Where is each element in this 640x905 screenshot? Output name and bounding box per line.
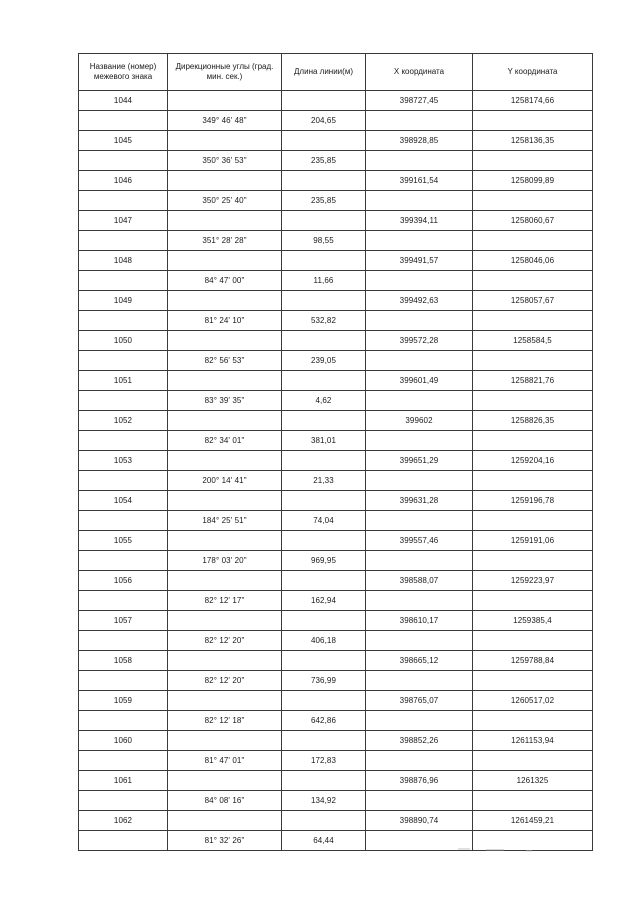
cell-marker-name <box>79 511 168 531</box>
table-row <box>79 111 593 131</box>
cell-bearing: 82° 12' 20" <box>168 671 282 691</box>
table-row <box>79 631 593 651</box>
cell-x-coordinate <box>366 231 473 251</box>
cell-bearing <box>168 531 282 551</box>
cell-bearing <box>168 91 282 111</box>
table-row <box>79 171 593 191</box>
table-row <box>79 711 593 731</box>
cell-line-length <box>282 411 366 431</box>
cell-x-coordinate <box>366 511 473 531</box>
cell-bearing: 184° 25' 51" <box>168 511 282 531</box>
cell-marker-name: 1054 <box>79 491 168 511</box>
cell-x-coordinate <box>366 271 473 291</box>
cell-x-coordinate <box>366 191 473 211</box>
table-row <box>79 471 593 491</box>
cell-line-length <box>282 451 366 471</box>
cell-bearing: 349° 46' 48" <box>168 111 282 131</box>
cell-bearing <box>168 571 282 591</box>
cell-y-coordinate <box>473 311 593 331</box>
cell-y-coordinate: 1258821,76 <box>473 371 593 391</box>
cell-marker-name <box>79 791 168 811</box>
cell-marker-name <box>79 111 168 131</box>
cell-line-length: 239,05 <box>282 351 366 371</box>
cell-marker-name: 1061 <box>79 771 168 791</box>
cell-marker-name <box>79 231 168 251</box>
cell-y-coordinate: 1259196,78 <box>473 491 593 511</box>
cell-bearing <box>168 131 282 151</box>
table-row <box>79 451 593 471</box>
cell-x-coordinate: 399602 <box>366 411 473 431</box>
cell-line-length <box>282 571 366 591</box>
cell-bearing: 81° 24' 10" <box>168 311 282 331</box>
cell-x-coordinate: 399572,28 <box>366 331 473 351</box>
cell-marker-name: 1056 <box>79 571 168 591</box>
table-row <box>79 431 593 451</box>
cell-y-coordinate <box>473 791 593 811</box>
cell-line-length <box>282 291 366 311</box>
cell-x-coordinate: 399491,57 <box>366 251 473 271</box>
table-row <box>79 491 593 511</box>
cell-line-length: 4,62 <box>282 391 366 411</box>
cell-line-length: 21,33 <box>282 471 366 491</box>
cell-line-length <box>282 251 366 271</box>
cell-marker-name: 1045 <box>79 131 168 151</box>
cell-marker-name <box>79 751 168 771</box>
cell-y-coordinate <box>473 351 593 371</box>
table-row <box>79 291 593 311</box>
cell-x-coordinate: 399394,11 <box>366 211 473 231</box>
cell-y-coordinate: 1258060,67 <box>473 211 593 231</box>
cell-marker-name <box>79 351 168 371</box>
table-row <box>79 511 593 531</box>
table-row <box>79 151 593 171</box>
cell-bearing <box>168 211 282 231</box>
cell-x-coordinate <box>366 311 473 331</box>
cell-bearing <box>168 171 282 191</box>
cell-y-coordinate: 1259191,06 <box>473 531 593 551</box>
cell-marker-name: 1062 <box>79 811 168 831</box>
table-row <box>79 271 593 291</box>
cell-marker-name <box>79 151 168 171</box>
cell-bearing <box>168 651 282 671</box>
cell-marker-name <box>79 271 168 291</box>
cell-bearing: 350° 25' 40" <box>168 191 282 211</box>
cell-line-length <box>282 211 366 231</box>
cell-y-coordinate: 1260517,02 <box>473 691 593 711</box>
cell-marker-name <box>79 711 168 731</box>
cell-bearing <box>168 731 282 751</box>
cell-bearing: 82° 34' 01" <box>168 431 282 451</box>
cell-y-coordinate <box>473 231 593 251</box>
table-row <box>79 591 593 611</box>
cell-bearing: 82° 12' 18" <box>168 711 282 731</box>
cell-marker-name: 1053 <box>79 451 168 471</box>
cell-bearing <box>168 491 282 511</box>
cell-x-coordinate <box>366 631 473 651</box>
cell-x-coordinate: 399651,29 <box>366 451 473 471</box>
cell-marker-name: 1044 <box>79 91 168 111</box>
cell-bearing <box>168 411 282 431</box>
table-row <box>79 751 593 771</box>
header-y-coordinate: Y координата <box>473 54 593 91</box>
table-row <box>79 371 593 391</box>
cell-line-length: 381,01 <box>282 431 366 451</box>
cell-marker-name <box>79 311 168 331</box>
cell-x-coordinate: 398852,26 <box>366 731 473 751</box>
coordinates-sheet <box>78 53 592 851</box>
cell-line-length <box>282 691 366 711</box>
cell-y-coordinate: 1258057,67 <box>473 291 593 311</box>
boundary-coordinates-table <box>78 53 593 851</box>
cell-x-coordinate: 398727,45 <box>366 91 473 111</box>
table-row <box>79 731 593 751</box>
cell-line-length: 98,55 <box>282 231 366 251</box>
cell-bearing: 82° 12' 20" <box>168 631 282 651</box>
table-body <box>79 91 593 851</box>
cell-x-coordinate <box>366 351 473 371</box>
cell-marker-name: 1050 <box>79 331 168 351</box>
cell-marker-name: 1052 <box>79 411 168 431</box>
cell-bearing <box>168 691 282 711</box>
table-row <box>79 231 593 251</box>
table-row <box>79 811 593 831</box>
cell-y-coordinate: 1259788,84 <box>473 651 593 671</box>
cell-x-coordinate <box>366 711 473 731</box>
cell-x-coordinate: 398765,07 <box>366 691 473 711</box>
cell-y-coordinate: 1258826,35 <box>473 411 593 431</box>
cell-y-coordinate: 1258099,89 <box>473 171 593 191</box>
cell-x-coordinate: 398876,96 <box>366 771 473 791</box>
cell-marker-name: 1060 <box>79 731 168 751</box>
cell-x-coordinate <box>366 751 473 771</box>
header-row <box>79 54 593 91</box>
cell-bearing <box>168 291 282 311</box>
table-row <box>79 391 593 411</box>
cell-line-length <box>282 371 366 391</box>
table-row <box>79 91 593 111</box>
cell-x-coordinate <box>366 551 473 571</box>
cell-x-coordinate: 398588,07 <box>366 571 473 591</box>
cell-y-coordinate <box>473 191 593 211</box>
cell-y-coordinate: 1258136,35 <box>473 131 593 151</box>
cell-y-coordinate: 1259223,97 <box>473 571 593 591</box>
table-row <box>79 571 593 591</box>
table-row <box>79 351 593 371</box>
cell-y-coordinate <box>473 391 593 411</box>
cell-line-length <box>282 91 366 111</box>
cell-bearing: 81° 32' 26" <box>168 831 282 851</box>
cell-x-coordinate <box>366 791 473 811</box>
cell-x-coordinate <box>366 391 473 411</box>
cell-line-length <box>282 171 366 191</box>
cell-y-coordinate: 1259385,4 <box>473 611 593 631</box>
cell-line-length <box>282 651 366 671</box>
cell-bearing: 82° 12' 17" <box>168 591 282 611</box>
cell-x-coordinate: 399492,63 <box>366 291 473 311</box>
table-row <box>79 771 593 791</box>
cell-y-coordinate <box>473 711 593 731</box>
table-row <box>79 131 593 151</box>
cell-line-length: 969,95 <box>282 551 366 571</box>
cell-y-coordinate <box>473 471 593 491</box>
cell-bearing: 83° 39' 35" <box>168 391 282 411</box>
cell-bearing <box>168 611 282 631</box>
cell-y-coordinate <box>473 551 593 571</box>
cell-y-coordinate: 1259204,16 <box>473 451 593 471</box>
cell-x-coordinate: 399601,49 <box>366 371 473 391</box>
cell-y-coordinate: 1261459,21 <box>473 811 593 831</box>
cell-marker-name: 1055 <box>79 531 168 551</box>
cell-x-coordinate <box>366 431 473 451</box>
cell-y-coordinate <box>473 271 593 291</box>
cell-bearing: 351° 28' 28" <box>168 231 282 251</box>
header-x-coordinate: X координата <box>366 54 473 91</box>
table-row <box>79 611 593 631</box>
cell-line-length: 134,92 <box>282 791 366 811</box>
cell-line-length <box>282 771 366 791</box>
cell-x-coordinate <box>366 471 473 491</box>
cell-x-coordinate: 399161,54 <box>366 171 473 191</box>
cell-x-coordinate <box>366 151 473 171</box>
cell-line-length: 172,83 <box>282 751 366 771</box>
cell-y-coordinate <box>473 511 593 531</box>
cell-x-coordinate: 399557,46 <box>366 531 473 551</box>
cell-y-coordinate: 1258584,5 <box>473 331 593 351</box>
scan-marks <box>456 846 546 854</box>
cell-bearing: 178° 03' 20" <box>168 551 282 571</box>
cell-line-length: 736,99 <box>282 671 366 691</box>
table-row <box>79 531 593 551</box>
cell-marker-name <box>79 191 168 211</box>
cell-y-coordinate <box>473 111 593 131</box>
cell-line-length <box>282 531 366 551</box>
table-row <box>79 691 593 711</box>
table-row <box>79 251 593 271</box>
cell-marker-name <box>79 631 168 651</box>
cell-marker-name: 1046 <box>79 171 168 191</box>
cell-line-length: 235,85 <box>282 191 366 211</box>
cell-marker-name <box>79 391 168 411</box>
cell-bearing: 84° 08' 16" <box>168 791 282 811</box>
cell-line-length: 162,94 <box>282 591 366 611</box>
cell-line-length <box>282 731 366 751</box>
cell-marker-name <box>79 551 168 571</box>
table-header <box>79 54 593 91</box>
cell-y-coordinate <box>473 751 593 771</box>
cell-marker-name <box>79 471 168 491</box>
table-row <box>79 551 593 571</box>
cell-y-coordinate: 1261153,94 <box>473 731 593 751</box>
table-row <box>79 791 593 811</box>
cell-x-coordinate: 398928,85 <box>366 131 473 151</box>
cell-bearing: 200° 14' 41" <box>168 471 282 491</box>
table-row <box>79 411 593 431</box>
cell-line-length: 532,82 <box>282 311 366 331</box>
cell-x-coordinate <box>366 671 473 691</box>
cell-bearing: 84° 47' 00" <box>168 271 282 291</box>
cell-x-coordinate: 398610,17 <box>366 611 473 631</box>
cell-line-length <box>282 811 366 831</box>
cell-line-length: 642,86 <box>282 711 366 731</box>
cell-bearing <box>168 331 282 351</box>
table-row <box>79 311 593 331</box>
cell-y-coordinate <box>473 151 593 171</box>
cell-y-coordinate: 1258174,66 <box>473 91 593 111</box>
cell-line-length <box>282 491 366 511</box>
cell-line-length: 11,66 <box>282 271 366 291</box>
cell-bearing: 82° 56' 53" <box>168 351 282 371</box>
table-row <box>79 331 593 351</box>
cell-line-length: 235,85 <box>282 151 366 171</box>
cell-line-length: 406,18 <box>282 631 366 651</box>
header-line-length: Длина линии(м) <box>282 54 366 91</box>
cell-marker-name: 1058 <box>79 651 168 671</box>
cell-y-coordinate: 1258046,06 <box>473 251 593 271</box>
cell-marker-name: 1047 <box>79 211 168 231</box>
cell-bearing <box>168 811 282 831</box>
cell-x-coordinate: 399631,28 <box>366 491 473 511</box>
cell-bearing <box>168 451 282 471</box>
cell-y-coordinate: 1261325 <box>473 771 593 791</box>
cell-marker-name: 1057 <box>79 611 168 631</box>
cell-x-coordinate: 398890,74 <box>366 811 473 831</box>
cell-bearing: 81° 47' 01" <box>168 751 282 771</box>
cell-x-coordinate: 398665,12 <box>366 651 473 671</box>
cell-marker-name <box>79 671 168 691</box>
cell-line-length <box>282 611 366 631</box>
cell-marker-name: 1049 <box>79 291 168 311</box>
cell-bearing <box>168 251 282 271</box>
table-row <box>79 211 593 231</box>
cell-x-coordinate <box>366 591 473 611</box>
cell-marker-name <box>79 831 168 851</box>
cell-marker-name: 1059 <box>79 691 168 711</box>
cell-y-coordinate <box>473 671 593 691</box>
cell-line-length: 74,04 <box>282 511 366 531</box>
cell-marker-name <box>79 591 168 611</box>
cell-marker-name: 1048 <box>79 251 168 271</box>
cell-x-coordinate <box>366 111 473 131</box>
table-row <box>79 191 593 211</box>
cell-y-coordinate <box>473 631 593 651</box>
cell-bearing <box>168 371 282 391</box>
cell-line-length <box>282 331 366 351</box>
cell-line-length: 204,65 <box>282 111 366 131</box>
cell-bearing <box>168 771 282 791</box>
table-row <box>79 671 593 691</box>
cell-marker-name <box>79 431 168 451</box>
cell-marker-name: 1051 <box>79 371 168 391</box>
cell-line-length <box>282 131 366 151</box>
cell-bearing: 350° 36' 53" <box>168 151 282 171</box>
table-row <box>79 651 593 671</box>
header-bearing: Дирекционные углы (град. мин. сек.) <box>168 54 282 91</box>
cell-line-length: 64,44 <box>282 831 366 851</box>
cell-y-coordinate <box>473 591 593 611</box>
header-marker-name: Название (номер) межевого знака <box>79 54 168 91</box>
cell-y-coordinate <box>473 431 593 451</box>
